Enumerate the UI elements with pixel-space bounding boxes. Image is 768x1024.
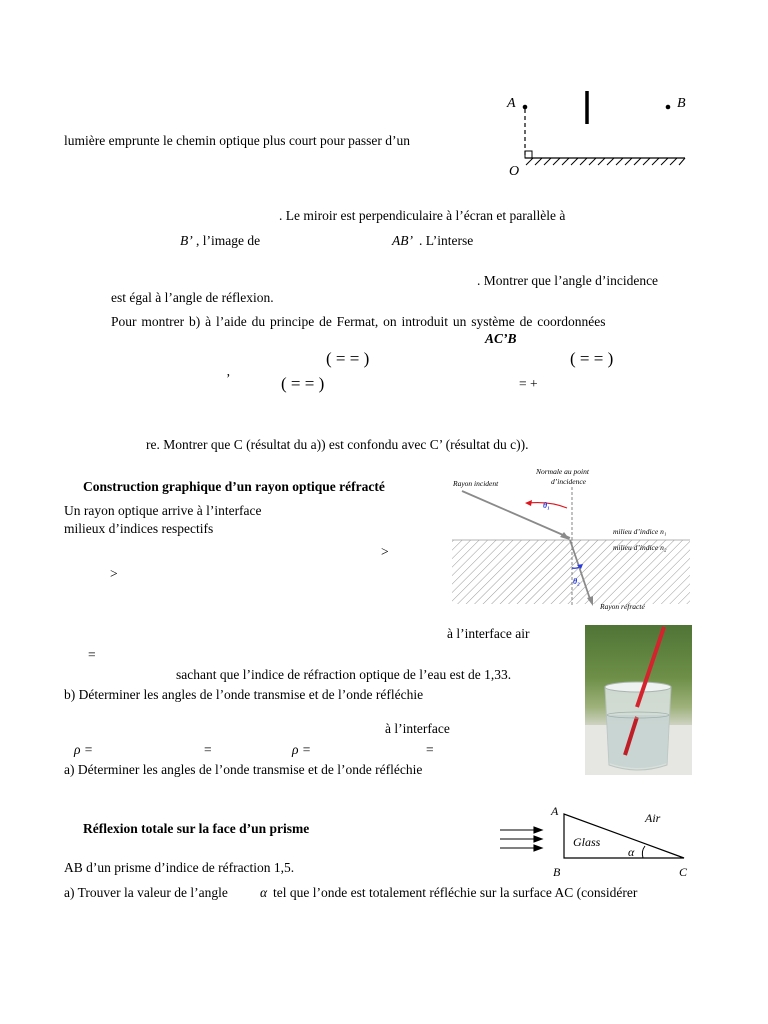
text-air-interface: à l’interface air: [447, 626, 530, 641]
prism-glass-label: Glass: [573, 835, 601, 849]
prism-a-label: A: [551, 804, 559, 818]
text-line-mirror: . Le miroir est perpendiculaire à l’écran et parallèle à: [279, 208, 566, 223]
normal-label-2: d’incidence: [551, 477, 586, 486]
coords-3: ( = = ): [281, 374, 325, 393]
text-image-of: , l’image de: [196, 233, 261, 248]
refracted-ray-label: Rayon réfracté: [600, 602, 645, 611]
text-acb: AC’B: [485, 331, 517, 346]
mirror-figure: [495, 88, 690, 180]
rho-2: ρ =: [292, 742, 311, 757]
point-b: [666, 105, 671, 110]
text-fermat: Pour montrer b) à l’aide du principe de Fermat, on introduit un système de coordonnées: [111, 314, 606, 329]
incident-arrowhead: [560, 532, 570, 540]
text-interface: à l’interface: [385, 721, 450, 736]
theta1-arrowhead: [525, 500, 532, 506]
text-angle-incidence: . Montrer que l’angle d’incidence: [477, 273, 659, 288]
point-a: [523, 105, 528, 110]
question-b: b) Déterminer les angles de l’onde transmise et de l’onde réfléchie: [64, 687, 424, 702]
text-prism-index: AB d’un prisme d’indice de réfraction 1,5.: [64, 860, 295, 875]
glass-straw-photo: [585, 625, 692, 775]
heading-prism: Réflexion totale sur la face d’un prisme: [83, 821, 310, 836]
text-water-index: sachant que l’indice de réfraction optique de l’eau est de 1,33.: [176, 667, 512, 682]
alpha-arc: [642, 846, 645, 858]
text-ray-arrives: Un rayon optique arrive à l’interface: [64, 503, 262, 518]
right-angle-mark: [525, 151, 532, 158]
medium-2-label: milieu d’indice n₂: [613, 543, 667, 552]
prime-mark: ’: [226, 371, 231, 386]
theta2-label: θ₂: [573, 577, 580, 586]
alpha-symbol: α: [260, 885, 268, 900]
prism-figure: [498, 800, 698, 880]
point-o-label: O: [509, 164, 520, 179]
point-a-label: A: [507, 96, 516, 111]
gt-sign-1: >: [381, 544, 389, 559]
prism-c-label: C: [679, 865, 688, 879]
prism-alpha-label: α: [628, 845, 635, 859]
medium-1-label: milieu d’indice n₁: [613, 527, 667, 536]
text-media-indices: milieux d’indices respectifs: [64, 521, 214, 536]
mirror-hatching: [526, 158, 685, 165]
eq-plus: = +: [519, 376, 538, 391]
point-b-label: B: [677, 96, 686, 111]
text-line-optical-path: lumière emprunte le chemin optique plus court pour passer d’un: [64, 133, 411, 148]
eq-sign-2: =: [204, 742, 212, 757]
question-a: a) Déterminer les angles de l’onde transmise et de l’onde réfléchie: [64, 762, 423, 777]
text-c-confounded: re. Montrer que C (résultat du a)) est confondu avec C’ (résultat du c)).: [146, 437, 529, 452]
theta1-label: θ₁: [543, 501, 550, 510]
eq-sign: =: [88, 647, 96, 662]
glass-straw-illustration: [585, 625, 692, 775]
gt-sign-2: >: [110, 566, 118, 581]
refraction-figure: [452, 465, 692, 615]
coords-2: ( = = ): [570, 349, 614, 368]
question-alpha-b: tel que l’onde est totalement réfléchie sur la surface AC (considérer: [273, 885, 638, 900]
text-intersection: . L’interse: [419, 233, 474, 248]
text-ab-prime: AB’: [392, 233, 413, 248]
rho-1: ρ =: [74, 742, 93, 757]
incident-ray: [462, 491, 570, 538]
normal-label-1: Normale au point: [536, 467, 589, 476]
eq-sign-3: =: [426, 742, 434, 757]
prism-b-label: B: [553, 865, 561, 879]
heading-refraction: Construction graphique d’un rayon optique réfracté: [83, 479, 385, 494]
coords-1: ( = = ): [326, 349, 370, 368]
incident-ray-label: Rayon incident: [453, 479, 499, 488]
text-b-prime: B’: [180, 233, 193, 248]
incident-arrows: [500, 827, 542, 851]
prism-air-label: Air: [645, 811, 661, 825]
question-alpha-a: a) Trouver la valeur de l’angle: [64, 885, 228, 900]
text-angle-reflection: est égal à l’angle de réflexion.: [111, 290, 274, 305]
